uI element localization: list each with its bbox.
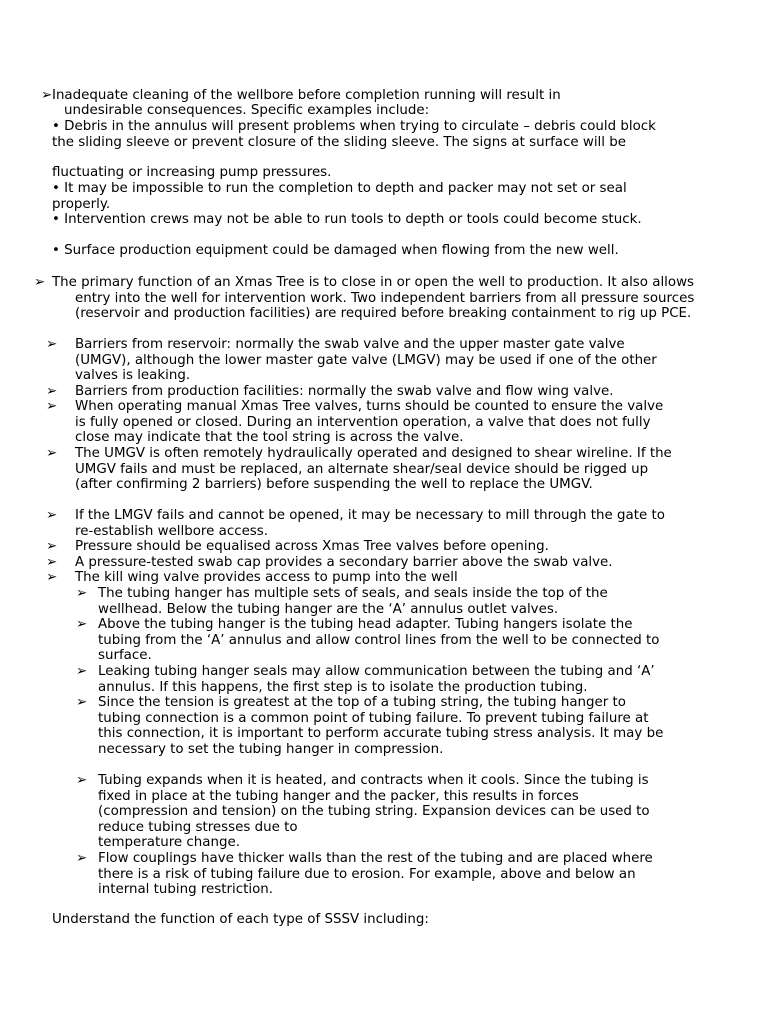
leaking-hanger-seals: Leaking tubing hanger seals may allow communication between the tubing and ‘A’ annulus. If this happens, the first step is to isolate the production tubing. bbox=[98, 664, 655, 695]
bullet-arrow-icon: ➢ bbox=[34, 275, 46, 290]
barriers-production: Barriers from production facilities: normally the swab valve and flow wing valve. bbox=[75, 384, 614, 399]
bullet-arrow-icon: ➢ bbox=[46, 570, 58, 585]
bullet-arrow-icon: ➢ bbox=[76, 851, 88, 866]
intro-line-1: Inadequate cleaning of the wellbore before completion running will result in bbox=[52, 88, 561, 103]
bullet-arrow-icon: ➢ bbox=[46, 539, 58, 554]
umgv-info: The UMGV is often remotely hydraulically operated and designed to shear wireline. If the UMGV fails and must be replaced, an alternate shear/seal device should be rigged up (after confirming 2 barriers) before suspending the well to replace the UMGV. bbox=[75, 446, 672, 493]
tubing-expansion-cont: temperature change. bbox=[98, 835, 240, 850]
example-debris: • Debris in the annulus will present problems when trying to circulate – debris could block the sliding sleeve or prevent closure of the sliding sleeve. The signs at surface will be bbox=[52, 119, 656, 150]
bullet-arrow-icon: ➢ bbox=[76, 617, 88, 632]
tubing-tension: Since the tension is greatest at the top of a tubing string, the tubing hanger to tubing connection is a common point of tubing failure. To prevent tubing failure at this connection, it is important to perform accurate tubing stress analysis. It may be necessary to set the tubing hanger in compression. bbox=[98, 695, 664, 757]
barriers-reservoir: Barriers from reservoir: normally the swab valve and the upper master gate valve (UMGV), although the lower master gate valve (LMGV) may be used if one of the other valves is leaking. bbox=[75, 337, 657, 384]
manual-valves: When operating manual Xmas Tree valves, turns should be counted to ensure the valve is fully opened or closed. During an intervention operation, a valve that does not fully close may indicate that the tool string is across the valve. bbox=[75, 399, 664, 446]
bullet-arrow-icon: ➢ bbox=[76, 664, 88, 679]
tubing-head-adapter: Above the tubing hanger is the tubing head adapter. Tubing hangers isolate the tubing from the ‘A’ annulus and allow control lines from the well to be connected to surface. bbox=[98, 617, 660, 664]
bullet-arrow-icon: ➢ bbox=[76, 695, 88, 710]
bullet-arrow-icon: ➢ bbox=[46, 384, 58, 399]
kill-wing-valve: The kill wing valve provides access to pump into the well bbox=[75, 570, 458, 585]
swab-cap: A pressure-tested swab cap provides a secondary barrier above the swab valve. bbox=[75, 555, 613, 570]
tubing-expansion: Tubing expands when it is heated, and contracts when it cools. Since the tubing is fixed in place at the tubing hanger and the packer, this results in forces (compression and tension) on the tubing string. Expansion devices can be used to reduce tubing stresses due to bbox=[98, 773, 650, 835]
lmgv-info: If the LMGV fails and cannot be opened, it may be necessary to mill through the gate to re-establish wellbore access. bbox=[75, 508, 665, 539]
bullet-arrow-icon: ➢ bbox=[76, 586, 88, 601]
example-completion-depth: • It may be impossible to run the completion to depth and packer may not set or seal properly. bbox=[52, 181, 627, 212]
tubing-hanger-seals: The tubing hanger has multiple sets of seals, and seals inside the top of the wellhead. Below the tubing hanger are the ‘A’ annulus outlet valves. bbox=[98, 586, 608, 617]
bullet-arrow-icon: ➢ bbox=[46, 399, 58, 414]
intro-line-2: undesirable consequences. Specific examples include: bbox=[64, 103, 430, 118]
bullet-arrow-icon: ➢ bbox=[46, 555, 58, 570]
bullet-arrow-icon: ➢ bbox=[46, 446, 58, 461]
xmas-tree-primary: The primary function of an Xmas Tree is to close in or open the well to production. It also allows entry into the well for intervention work. Two independent barriers from all pressure sources (reservoir and production facilities) are required before breaking containment to rig up PCE. bbox=[52, 275, 695, 322]
pressure-equalise: Pressure should be equalised across Xmas Tree valves before opening. bbox=[75, 539, 549, 554]
example-surface-equipment: • Surface production equipment could be damaged when flowing from the new well. bbox=[52, 243, 619, 258]
bullet-arrow-icon: ➢ bbox=[76, 773, 88, 788]
flow-couplings: Flow couplings have thicker walls than the rest of the tubing and are placed where there is a risk of tubing failure due to erosion. For example, above and below an internal tubing restriction. bbox=[98, 851, 653, 898]
bullet-arrow-icon: ➢ bbox=[46, 508, 58, 523]
example-debris-cont: fluctuating or increasing pump pressures. bbox=[52, 165, 332, 180]
sssv-heading: Understand the function of each type of SSSV including: bbox=[52, 912, 429, 927]
bullet-arrow-icon: ➢ bbox=[46, 337, 58, 352]
example-intervention: • Intervention crews may not be able to run tools to depth or tools could become stuck. bbox=[52, 212, 642, 227]
bullet-arrow-icon: ➢ bbox=[41, 88, 53, 103]
